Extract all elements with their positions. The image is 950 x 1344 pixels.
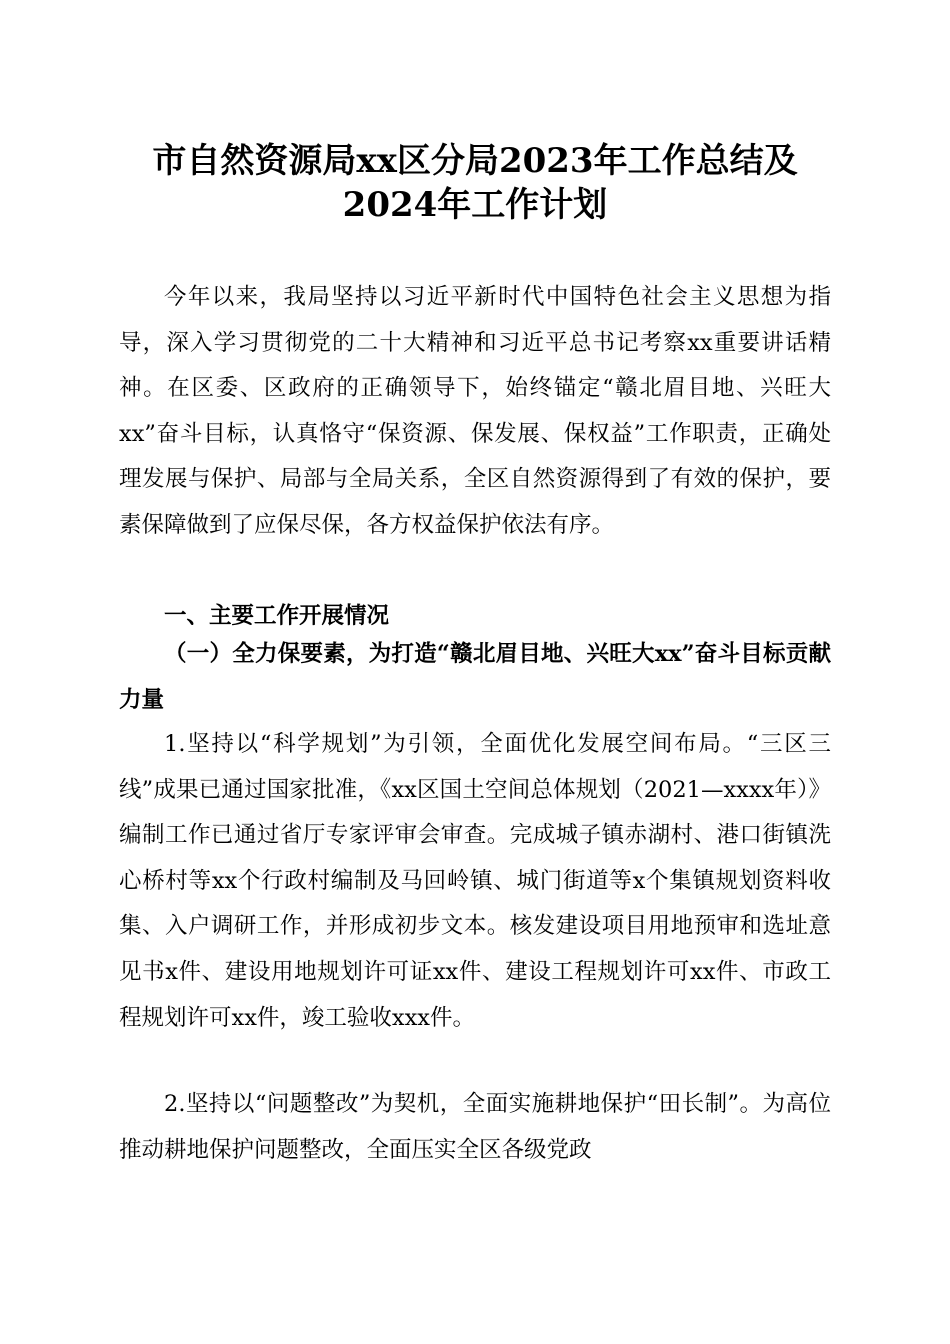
subsection-heading: （一）全力保要素，为打造“赣北眉目地、兴旺大xx”奋斗目标贡献力量: [119, 641, 831, 713]
intro-paragraph: 今年以来，我局坚持以习近平新时代中国特色社会主义思想为指导，深入学习贯彻党的二十大精神和习近平总书记考察xx重要讲话精神。在区委、区政府的正确领导下，始终锚定“赣北眉目地、兴旺大xx”奋斗目标，认真恪守“保资源、保发展、保权益”工作职责，正确处理发展与保护、局部与全局关系，全区自然资源得到了有效的保护，要素保障做到了应保尽保，各方权益保护依法有序。: [119, 284, 831, 538]
document-title-line-2: 2024年工作计划: [342, 185, 608, 225]
item-1-paragraph: 1.坚持以“科学规划”为引领，全面优化发展空间布局。“三区三线”成果已通过国家批准，《xx区国土空间总体规划（2021—xxxx年）》编制工作已通过省厅专家评审会审查。完成城子镇赤湖村、港口街镇洗心桥村等xx个行政村编制及马回岭镇、城门街道等x个集镇规划资料收集、入户调研工作，并形成初步文本。核发建设项目用地预审和选址意见书x件、建设用地规划许可证xx件、建设工程规划许可xx件、市政工程规划许可xx件，竣工验收xxx件。: [119, 731, 831, 1031]
section-heading: 一、主要工作开展情况: [164, 603, 390, 629]
document-title-line-1: 市自然资源局xx区分局2023年工作总结及: [152, 141, 798, 181]
item-2-paragraph: 2.坚持以“问题整改”为契机，全面实施耕地保护“田长制”。为高位推动耕地保护问题整改，全面压实全区各级党政: [119, 1091, 831, 1163]
